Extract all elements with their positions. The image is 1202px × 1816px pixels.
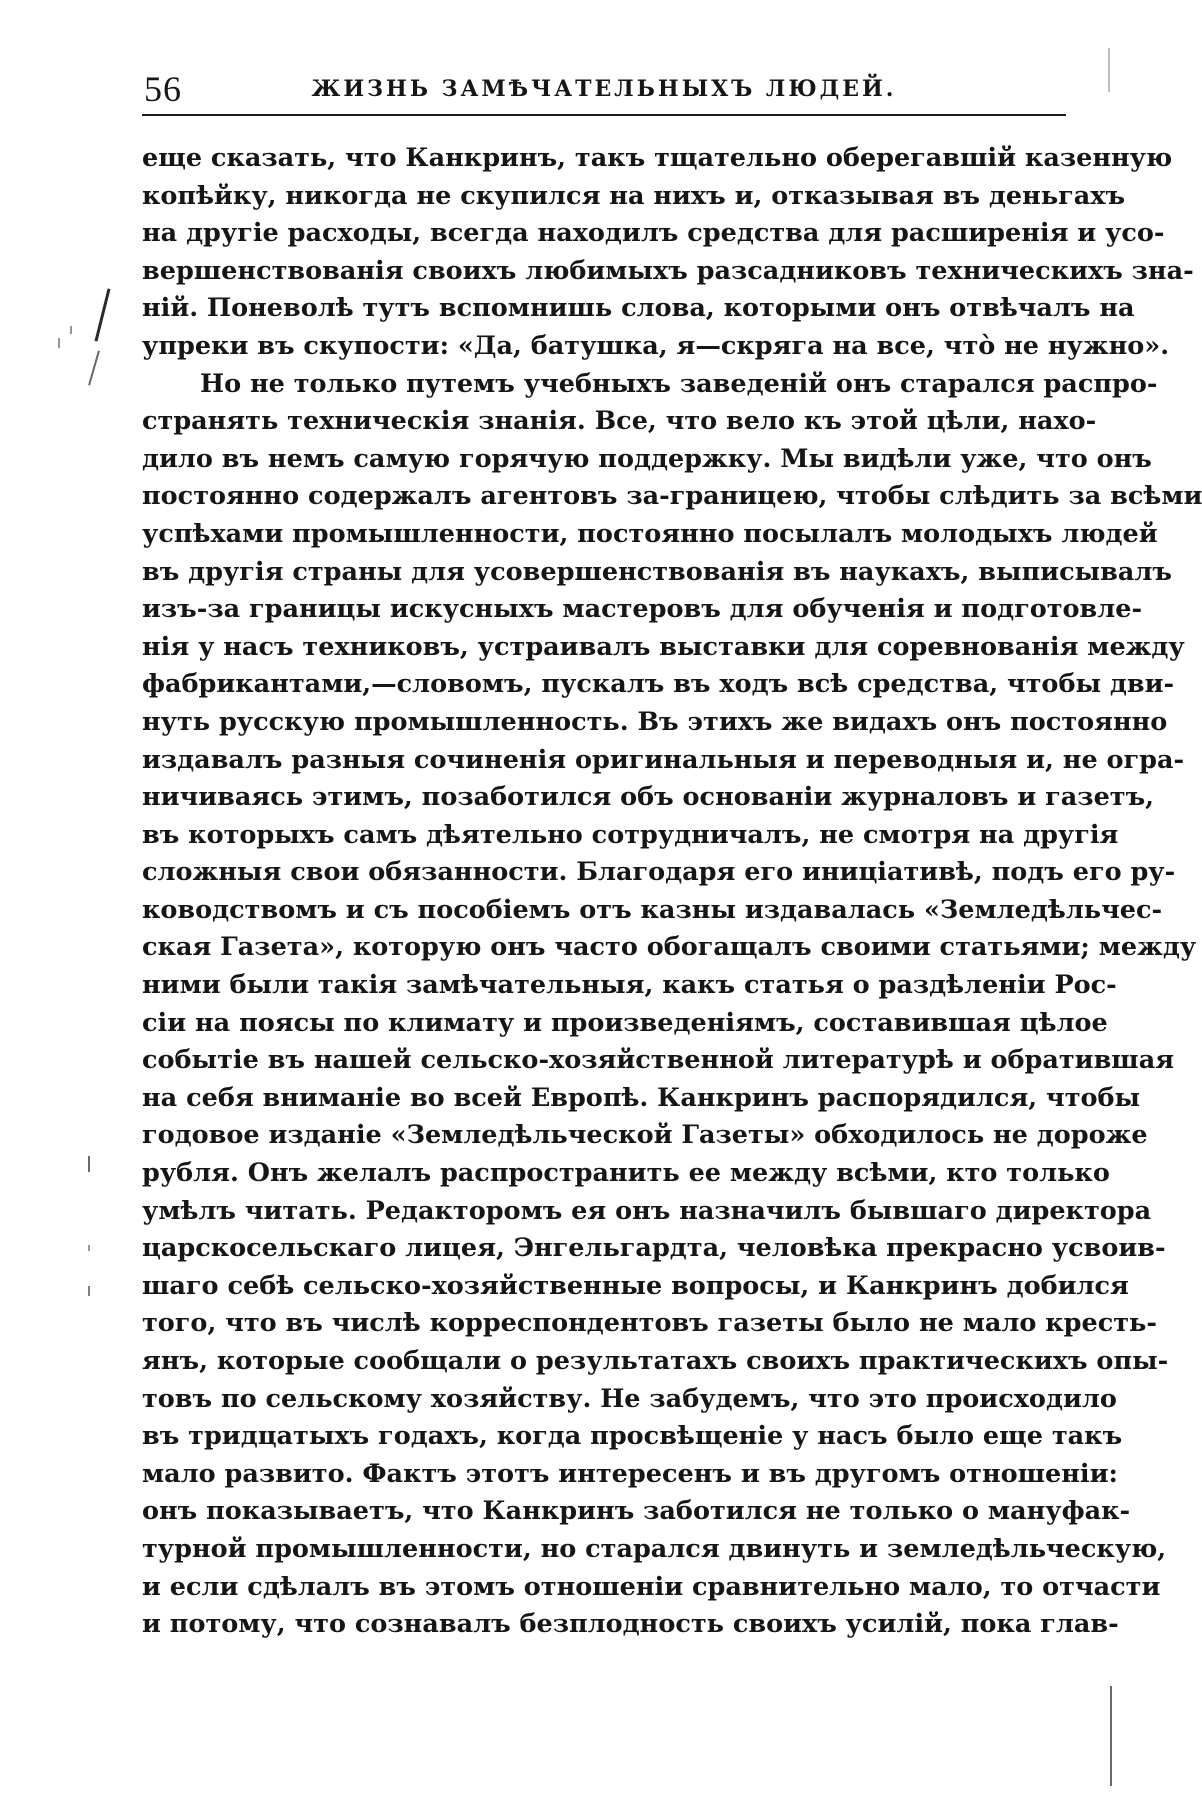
margin-pencil-mark [88,1156,90,1172]
running-title: ЖИЗНЬ ЗАМѢЧАТЕЛЬНЫХЪ ЛЮДЕЙ. [311,76,897,102]
text-line: ководствомъ и съ пособіемъ отъ казны издавалась «Земледѣльчес- [142,894,1163,925]
page-number: 56 [144,69,182,109]
text-line: успѣхами промышленности, постоянно посылалъ молодыхъ людей [142,518,1158,549]
text-line: нія у насъ техниковъ, устраивалъ выставки для соревнованія между [142,631,1185,662]
text-line: ними были такія замѣчательныя, какъ статья о раздѣленіи Рос- [142,970,1117,1001]
text-line: нуть русскую промышленность. Въ этихъ же видахъ онъ постоянно [142,706,1168,737]
text-line: дило въ немъ самую горячую поддержку. Мы видѣли уже, что онъ [142,443,1152,474]
text-line: шаго себѣ сельско-хозяйственные вопросы, и Канкринъ добился [142,1270,1129,1301]
text-line: умѣлъ читать. Редакторомъ ея онъ назначилъ бывшаго директора [142,1195,1152,1226]
text-line: вершенствованія своихъ любимыхъ разсадниковъ техническихъ зна- [142,255,1194,286]
text-line: сіи на поясы по климату и произведеніямъ, составившая цѣлое [142,1007,1108,1038]
text-line: копѣйку, никогда не скупился на нихъ и, отказывая въ деньгахъ [142,180,1126,211]
text-line: того, что въ числѣ корреспондентовъ газеты было не мало кресть- [142,1308,1157,1339]
text-line: турной промышленности, но старался двинуть и земледѣльческую, [142,1533,1167,1564]
text-line: постоянно содержалъ агентовъ за-границею, чтобы слѣдить за всѣми [142,481,1202,512]
text-line: въ которыхъ самъ дѣятельно сотрудничалъ, не смотря на другія [142,819,1119,850]
text-line: ская Газета», которую онъ часто обогащалъ своими статьями; между [142,932,1197,963]
text-line: событіе въ нашей сельско-хозяйственной литературѣ и обратившая [142,1045,1175,1076]
text-line: издавалъ разныя сочиненія оригинальныя и переводныя и, не огра- [142,744,1185,775]
text-line: царскосельскаго лицея, Энгельгардта, человѣка прекрасно усвоив- [142,1233,1166,1264]
text-line: сложныя свои обязанности. Благодаря его иниціативѣ, подъ его ру- [142,857,1176,888]
text-line: на другіе расходы, всегда находилъ средства для расширенія и усо- [142,218,1165,249]
margin-pencil-mark [95,288,111,341]
text-line: странять техническія знанія. Все, что вело къ этой цѣли, нахо- [142,406,1097,437]
text-line: еще сказать, что Канкринъ, такъ тщательно оберегавшій казенную [142,143,1173,173]
text-line: онъ показываетъ, что Канкринъ заботился не только о мануфак- [142,1496,1131,1527]
text-line: на себя вниманіе во всей Европѣ. Канкринъ распорядился, чтобы [142,1082,1141,1113]
text-line: ній. Поневолѣ тутъ вспомнишь слова, которыми онъ отвѣчалъ на [142,293,1135,324]
text-line: товъ по сельскому хозяйству. Не забудемъ, что это происходило [142,1383,1117,1414]
text-line: ничиваясь этимъ, позаботился объ основаніи журналовъ и газетъ, [142,782,1155,813]
text-line: и если сдѣлалъ въ этомъ отношеніи сравнительно мало, то отчасти [142,1571,1161,1602]
text-line: упреки въ скупости: «Да, батушка, я—скряга на все, что̀ не нужно». [142,330,1170,361]
margin-pencil-mark [88,1286,90,1296]
text-line: фабрикантами,—словомъ, пускалъ въ ходъ всѣ средства, чтобы дви- [142,669,1175,700]
scan-edge-rule [1108,48,1110,92]
text-line: годовое изданіе «Земледѣльческой Газеты» обходилось не дороже [142,1120,1148,1151]
text-line: янъ, которые сообщали о результатахъ своихъ практическихъ опы- [142,1346,1169,1376]
text-line: рубля. Онъ желалъ распространить ее между всѣми, кто только [142,1158,1110,1189]
margin-pencil-mark [70,326,72,334]
paragraph-start-line: Но не только путемъ учебныхъ заведеній онъ старался распро- [200,368,1158,399]
margin-pencil-mark [88,1245,90,1251]
text-line: мало развито. Фактъ этотъ интересенъ и въ другомъ отношеніи: [142,1458,1118,1489]
page-header [142,62,1066,116]
text-line: въ тридцатыхъ годахъ, когда просвѣщеніе у насъ было еще такъ [142,1421,1123,1452]
text-line: и потому, что сознавалъ безплодность своихъ усилій, пока глав- [142,1609,1119,1640]
margin-pencil-mark [58,338,60,348]
body-text [142,140,1202,1644]
text-line: въ другія страны для усовершенствованія въ наукахъ, выписывалъ [142,556,1172,587]
scan-edge-rule [1110,1686,1112,1786]
text-line: изъ-за границы искусныхъ мастеровъ для обученія и подготовле- [142,594,1143,625]
margin-pencil-mark [88,350,100,385]
